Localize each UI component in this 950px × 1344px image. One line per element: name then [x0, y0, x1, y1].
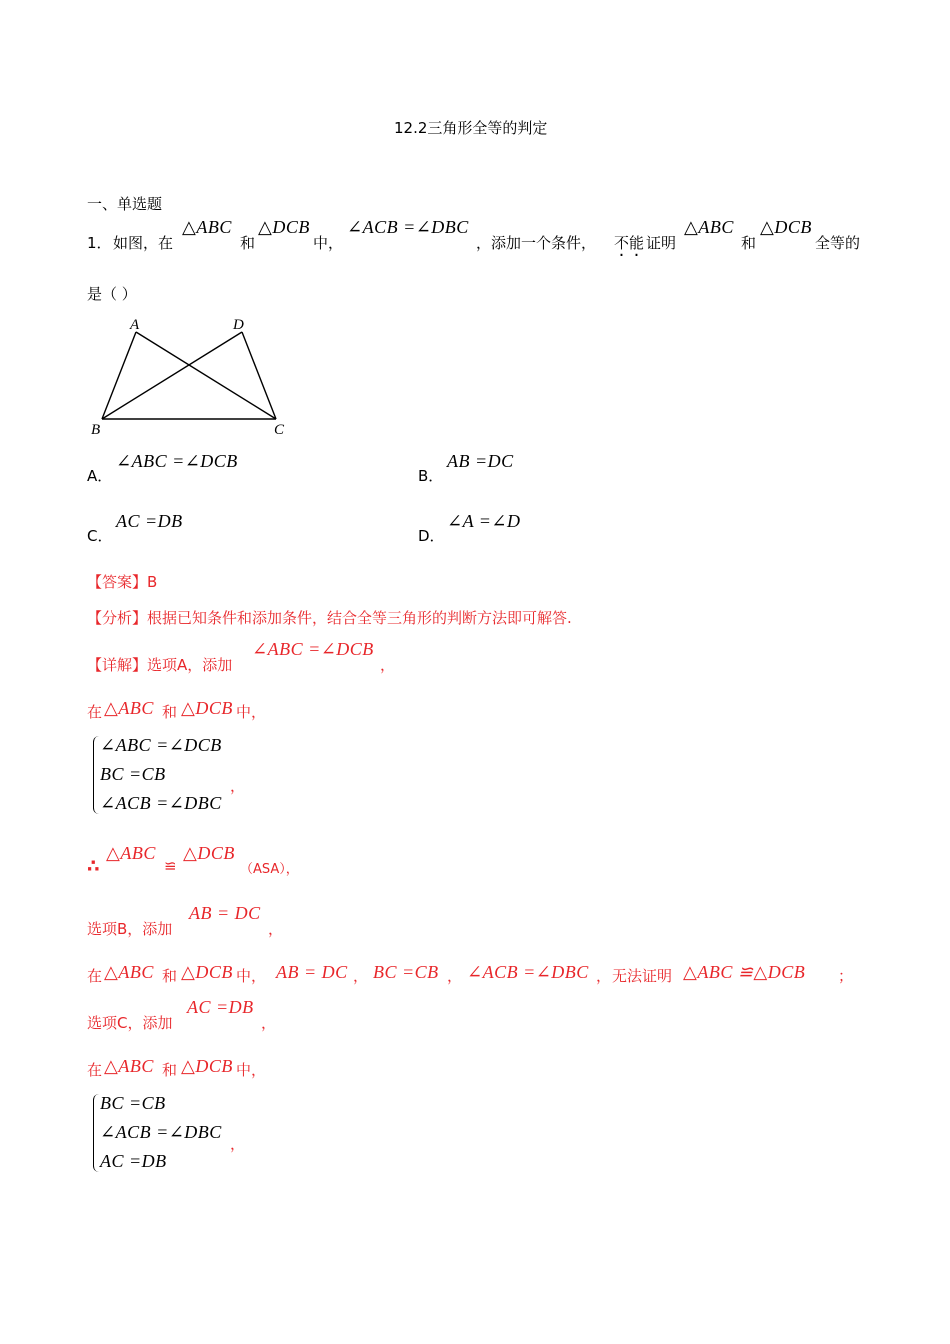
option-c-expr: AC =DB [116, 511, 183, 531]
b-line-c2: ， [447, 967, 463, 985]
option-d-expr: ∠A =∠D [447, 511, 521, 531]
detail-zai-2: 在 [87, 967, 103, 985]
q-not-emphasis [614, 232, 644, 253]
concl-tri-dcb: △DCB [183, 843, 235, 863]
detail-opt-c-expr: AC =DB [187, 997, 254, 1017]
q-triangle-dcb: △DCB [258, 217, 310, 237]
question-intro: 如图，在 [113, 234, 174, 252]
q-congruent-of: 全等的 [815, 234, 861, 252]
option-a-expr: ∠ABC =∠DCB [116, 451, 238, 471]
analysis-line [87, 607, 572, 628]
segment-ab [102, 332, 136, 419]
q-he-2: 和 [741, 234, 757, 252]
sys2-comma: ， [230, 1135, 246, 1153]
sys2-eq2: ∠ACB =∠DBC [100, 1122, 222, 1142]
label-c: C [274, 422, 285, 438]
detail-zai-1: 在 [87, 703, 103, 721]
option-d-letter: D． [418, 527, 445, 545]
section-heading: 一、单选题 [87, 195, 163, 213]
b-line-cannot: 无法证明 [612, 967, 673, 985]
label-a: A [130, 317, 140, 333]
option-b-letter: B． [418, 467, 444, 485]
option-a-letter: A． [87, 467, 113, 485]
concl-asa: （ASA）， [240, 862, 299, 877]
sys2-eq3: AC =DB [100, 1151, 167, 1171]
detail-zhong-3: 中， [236, 1061, 267, 1079]
detail-opt-a [87, 654, 232, 675]
detail-tri-abc-1: △ABC [104, 698, 154, 718]
detail-opt-b-expr: AB = DC [189, 903, 261, 923]
q-bu: 不 [614, 234, 630, 252]
doc-title: 12.2三角形全等的判定 [394, 119, 548, 137]
detail-opt-b-comma: ， [268, 920, 284, 938]
b-line-conclusion: △ABC ≌△DCB [683, 962, 806, 982]
detail-opt-a-intro: 选项A，添加 [147, 656, 233, 674]
option-b-expr: AB =DC [447, 451, 514, 471]
sys1-comma: ， [230, 777, 246, 795]
triangle-figure [85, 312, 295, 440]
b-line-c1: ， [353, 967, 369, 985]
label-d: D [233, 317, 244, 333]
answer-line [87, 571, 157, 592]
b-line-semicolon: ； [838, 967, 854, 985]
b-line-e1: AB = DC [276, 962, 348, 982]
q-triangle-abc: △ABC [182, 217, 232, 237]
answer-tag: 【答案】 [87, 573, 148, 591]
detail-zai-3: 在 [87, 1061, 103, 1079]
sys1-eq3: ∠ACB =∠DBC [100, 793, 222, 813]
system-brace-1 [93, 736, 100, 814]
concl-tri-abc: △ABC [106, 843, 156, 863]
detail-tag: 【详解】 [87, 656, 148, 674]
q-zhong: 中， [313, 234, 344, 252]
question-number: 1． [87, 234, 112, 252]
detail-tri-dcb-2: △DCB [181, 962, 233, 982]
sys2-eq1: BC =CB [100, 1093, 166, 1113]
analysis-tag: 【分析】 [87, 609, 148, 627]
q-neng: 能 [629, 234, 645, 252]
segment-ac [136, 332, 276, 419]
segment-db [102, 332, 242, 419]
b-line-e2: BC =CB [373, 962, 439, 982]
detail-opt-a-expr: ∠ABC =∠DCB [252, 639, 374, 659]
q-given: ∠ACB =∠DBC [347, 217, 469, 237]
analysis-text: 根据已知条件和添加条件，结合全等三角形的判断方法即可解答. [147, 609, 572, 627]
sys1-eq1: ∠ABC =∠DCB [100, 735, 222, 755]
b-line-e3: ∠ACB =∠DBC [467, 962, 589, 982]
detail-he-3: 和 [162, 1061, 178, 1079]
b-line-c3: ， [596, 967, 612, 985]
sys1-eq2: BC =CB [100, 764, 166, 784]
label-b: B [91, 422, 101, 438]
b-line-zhong: 中， [236, 967, 267, 985]
concl-congruent: ≌ [164, 857, 177, 875]
q-he: 和 [240, 234, 256, 252]
detail-opt-c-comma: ， [261, 1014, 277, 1032]
q-add-condition: ，添加一个条件， [476, 234, 597, 252]
system-brace-2 [93, 1094, 100, 1172]
option-c-letter: C． [87, 527, 113, 545]
detail-zhong-1: 中， [236, 703, 267, 721]
detail-tri-dcb-1: △DCB [181, 698, 233, 718]
segment-dc [242, 332, 276, 419]
q-triangle-dcb-2: △DCB [760, 217, 812, 237]
therefore-symbol: ∴ [87, 856, 100, 877]
detail-opt-a-comma: ， [380, 656, 396, 674]
detail-tri-dcb-3: △DCB [181, 1056, 233, 1076]
detail-opt-b-intro: 选项B，添加 [87, 920, 173, 938]
detail-opt-c-intro: 选项C，添加 [87, 1014, 173, 1032]
detail-tri-abc-3: △ABC [104, 1056, 154, 1076]
detail-he-2: 和 [162, 967, 178, 985]
q-prove: 证明 [646, 234, 677, 252]
detail-tri-abc-2: △ABC [104, 962, 154, 982]
detail-he-1: 和 [162, 703, 178, 721]
q-triangle-abc-2: △ABC [684, 217, 734, 237]
answer-value: B [147, 573, 158, 591]
q-is: 是（ ） [87, 285, 137, 303]
